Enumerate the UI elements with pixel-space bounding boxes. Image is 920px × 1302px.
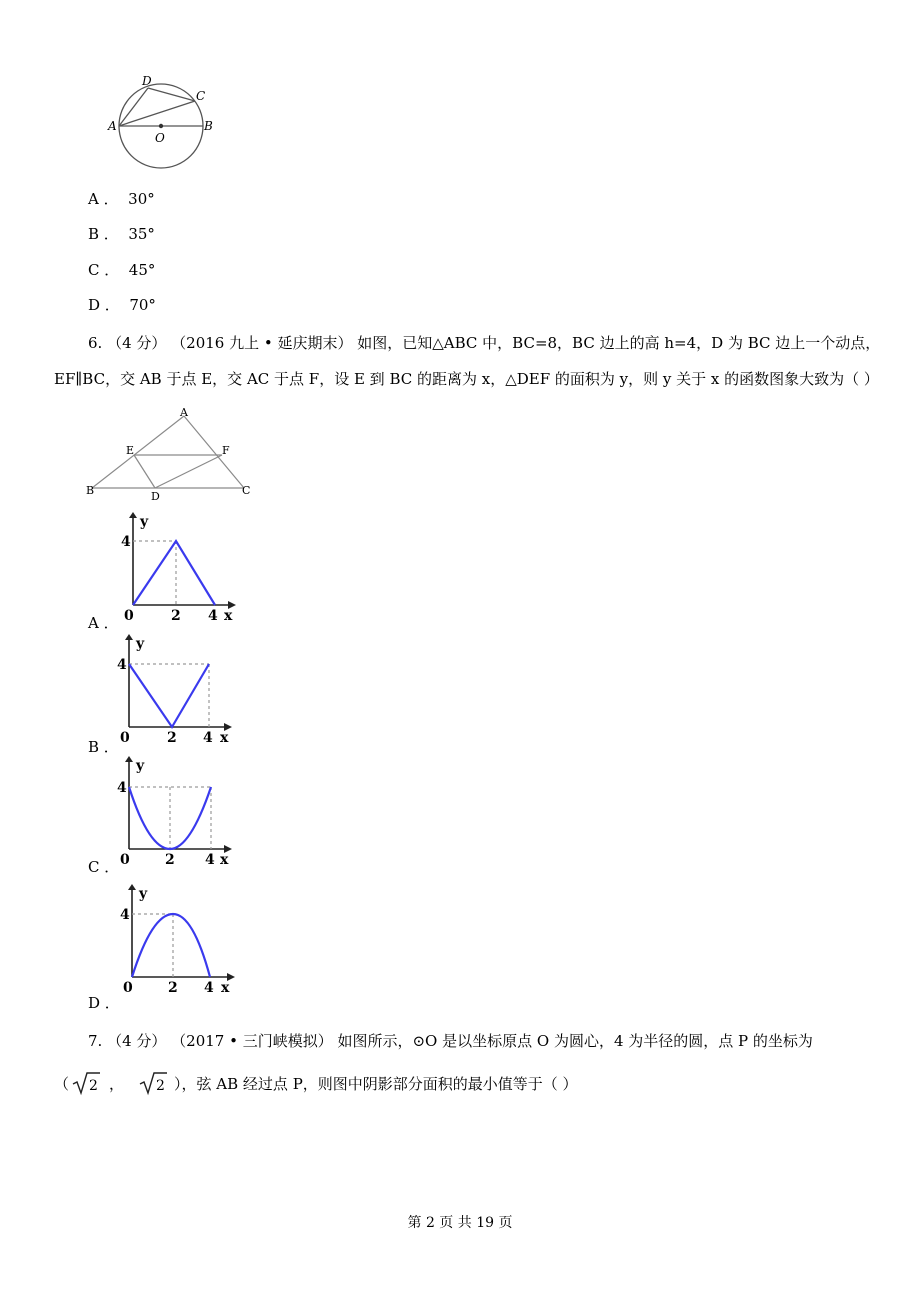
label-a: A [180, 406, 188, 419]
sqrt-icon [138, 1070, 168, 1096]
q6-option-d[interactable]: D ． [88, 994, 120, 1012]
q5-circle-figure [100, 72, 230, 172]
svg-text:x: x [220, 730, 229, 746]
q6-question-line2: EF∥BC，交 AB 于点 E，交 AC 于点 F，设 E 到 BC 的距离为 x，△DEF 的面积为 y，则 y 关于 x 的函数图象大致为（ ） [54, 370, 879, 388]
svg-text:2: 2 [165, 852, 175, 868]
sqrt-icon [71, 1070, 101, 1096]
label-d: D [142, 74, 152, 88]
q5-option-c[interactable]: C ． 45° [88, 261, 156, 279]
svg-text:4: 4 [121, 534, 131, 550]
label-o: O [155, 131, 165, 145]
svg-text:y: y [140, 514, 149, 530]
q6-graph-a[interactable] [118, 512, 242, 624]
q6-triangle-figure [84, 404, 259, 500]
svg-text:4: 4 [120, 907, 130, 923]
label-a: A [108, 119, 117, 133]
svg-text:2: 2 [156, 1078, 165, 1094]
svg-text:4: 4 [117, 780, 127, 796]
label-d: D [151, 490, 160, 500]
svg-text:y: y [136, 758, 145, 774]
label-b: B [204, 119, 213, 133]
q6-graph-b[interactable] [114, 634, 238, 746]
q5-option-d[interactable]: D ． 70° [88, 296, 156, 314]
q6-question-line1: 6. （4 分） （2016 九上 • 延庆期末） 如图，已知△ABC 中，BC=8，BC 边上的高 h=4，D 为 BC 边上一个动点， [88, 334, 881, 352]
svg-text:0: 0 [120, 852, 130, 868]
svg-text:y: y [139, 886, 148, 902]
svg-text:0: 0 [120, 730, 130, 746]
svg-text:0: 0 [124, 608, 134, 624]
svg-text:x: x [220, 852, 229, 868]
label-e: E [126, 444, 135, 457]
q6-option-a[interactable]: A ． [88, 614, 119, 632]
label-c: C [196, 89, 206, 103]
svg-text:0: 0 [123, 980, 133, 996]
svg-text:2: 2 [171, 608, 181, 624]
q6-graph-d[interactable] [117, 884, 241, 996]
q7-question-line2: （ 2 ， 2 ），弦 AB 经过点 P，则图中阴影部分面积的最小值等于（ ） [54, 1070, 578, 1096]
label-f: F [222, 444, 230, 457]
svg-text:y: y [136, 636, 145, 652]
svg-text:2: 2 [168, 980, 178, 996]
page-footer: 第 2 页 共 19 页 [407, 1215, 513, 1231]
svg-text:2: 2 [89, 1078, 98, 1094]
q5-option-b[interactable]: B ． 35° [88, 225, 155, 243]
svg-text:4: 4 [203, 730, 213, 746]
label-c: C [242, 484, 251, 497]
svg-text:x: x [224, 608, 233, 624]
svg-text:4: 4 [117, 657, 127, 673]
svg-text:2: 2 [167, 730, 177, 746]
svg-text:x: x [221, 980, 230, 996]
svg-text:4: 4 [208, 608, 218, 624]
q6-option-b[interactable]: B ． [88, 738, 119, 756]
q6-option-c[interactable]: C ． [88, 858, 120, 876]
svg-text:4: 4 [204, 980, 214, 996]
svg-text:4: 4 [205, 852, 215, 868]
q5-option-a[interactable]: A ． 30° [88, 190, 155, 208]
q6-graph-c[interactable] [114, 756, 238, 868]
q7-question-line1: 7. （4 分） （2017 • 三门峡模拟） 如图所示，⊙O 是以坐标原点 O 为圆心，4 为半径的圆，点 P 的坐标为 [88, 1032, 813, 1050]
label-b: B [86, 484, 95, 497]
